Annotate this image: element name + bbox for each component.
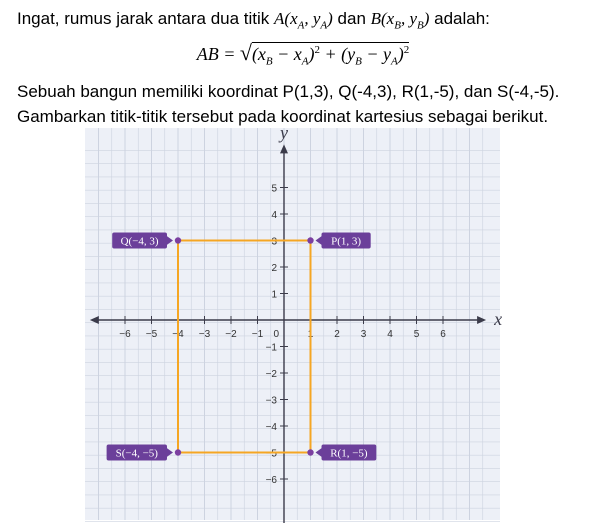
x-tick-label: 5 xyxy=(413,329,420,340)
point-p xyxy=(307,237,313,243)
y-tick-label: −4 xyxy=(265,422,277,433)
x-tick-label: 1 xyxy=(307,329,314,340)
x-tick-label: 6 xyxy=(440,329,446,340)
x-tick-label: −4 xyxy=(172,329,184,340)
y-tick-label: −3 xyxy=(265,395,277,407)
distance-formula: AB = $√(x_B - x_A)^2 + (y_B - y_A)^2$ xyxy=(196,40,410,68)
x-tick-label: −6 xyxy=(119,329,131,340)
y-tick-label: 3 xyxy=(271,236,277,248)
origin-label: 0 xyxy=(273,329,279,340)
label-p: P(1, 3) xyxy=(331,235,362,248)
point-b: $B(x_B$, $y_B$) xyxy=(370,9,430,32)
point-a: $A(x_A$, $y_A$) xyxy=(274,9,333,32)
x-tick-label: 4 xyxy=(387,329,393,340)
x-tick-label: −1 xyxy=(251,329,264,340)
y-tick-label: −2 xyxy=(265,369,277,380)
label-s: S(−4, −5) xyxy=(115,447,158,460)
intro-line: Ingat, rumus jarak antara dua titik $A(x_A$, $y_A$) dan $B(x_B$, $y_B$) adalah: xyxy=(17,9,490,32)
y-tick-label: −1 xyxy=(265,342,277,354)
label-r: R(1, −5) xyxy=(330,447,368,460)
y-tick-label: 1 xyxy=(271,289,277,301)
problem-line-2: Gambarkan titik-titik tersebut pada koordinat kartesius sebagai berikut. xyxy=(17,107,549,126)
x-tick-label: −5 xyxy=(145,329,158,340)
point-s xyxy=(175,449,181,455)
y-tick-label: 4 xyxy=(271,210,277,221)
cartesian-graph xyxy=(85,122,503,520)
point-q xyxy=(175,237,181,243)
plot-background xyxy=(85,128,503,520)
y-axis-label: y xyxy=(280,122,288,143)
x-tick-label: 3 xyxy=(360,329,367,340)
y-tick-label: −6 xyxy=(265,475,277,486)
x-axis-label: x xyxy=(494,309,503,329)
x-tick-label: 2 xyxy=(334,329,340,340)
y-tick-label: 2 xyxy=(271,263,277,274)
y-tick-label: 5 xyxy=(271,183,277,195)
y-tick-label: −5 xyxy=(265,448,277,460)
x-tick-label: −2 xyxy=(225,329,237,340)
point-r xyxy=(307,449,313,455)
x-tick-label: −3 xyxy=(198,329,211,340)
label-q: Q(−4, 3) xyxy=(120,235,159,248)
problem-line-1: Sebuah bangun memiliki koordinat P(1,3), Q(-4,3), R(1,-5), dan S(-4,-5). xyxy=(17,82,560,101)
